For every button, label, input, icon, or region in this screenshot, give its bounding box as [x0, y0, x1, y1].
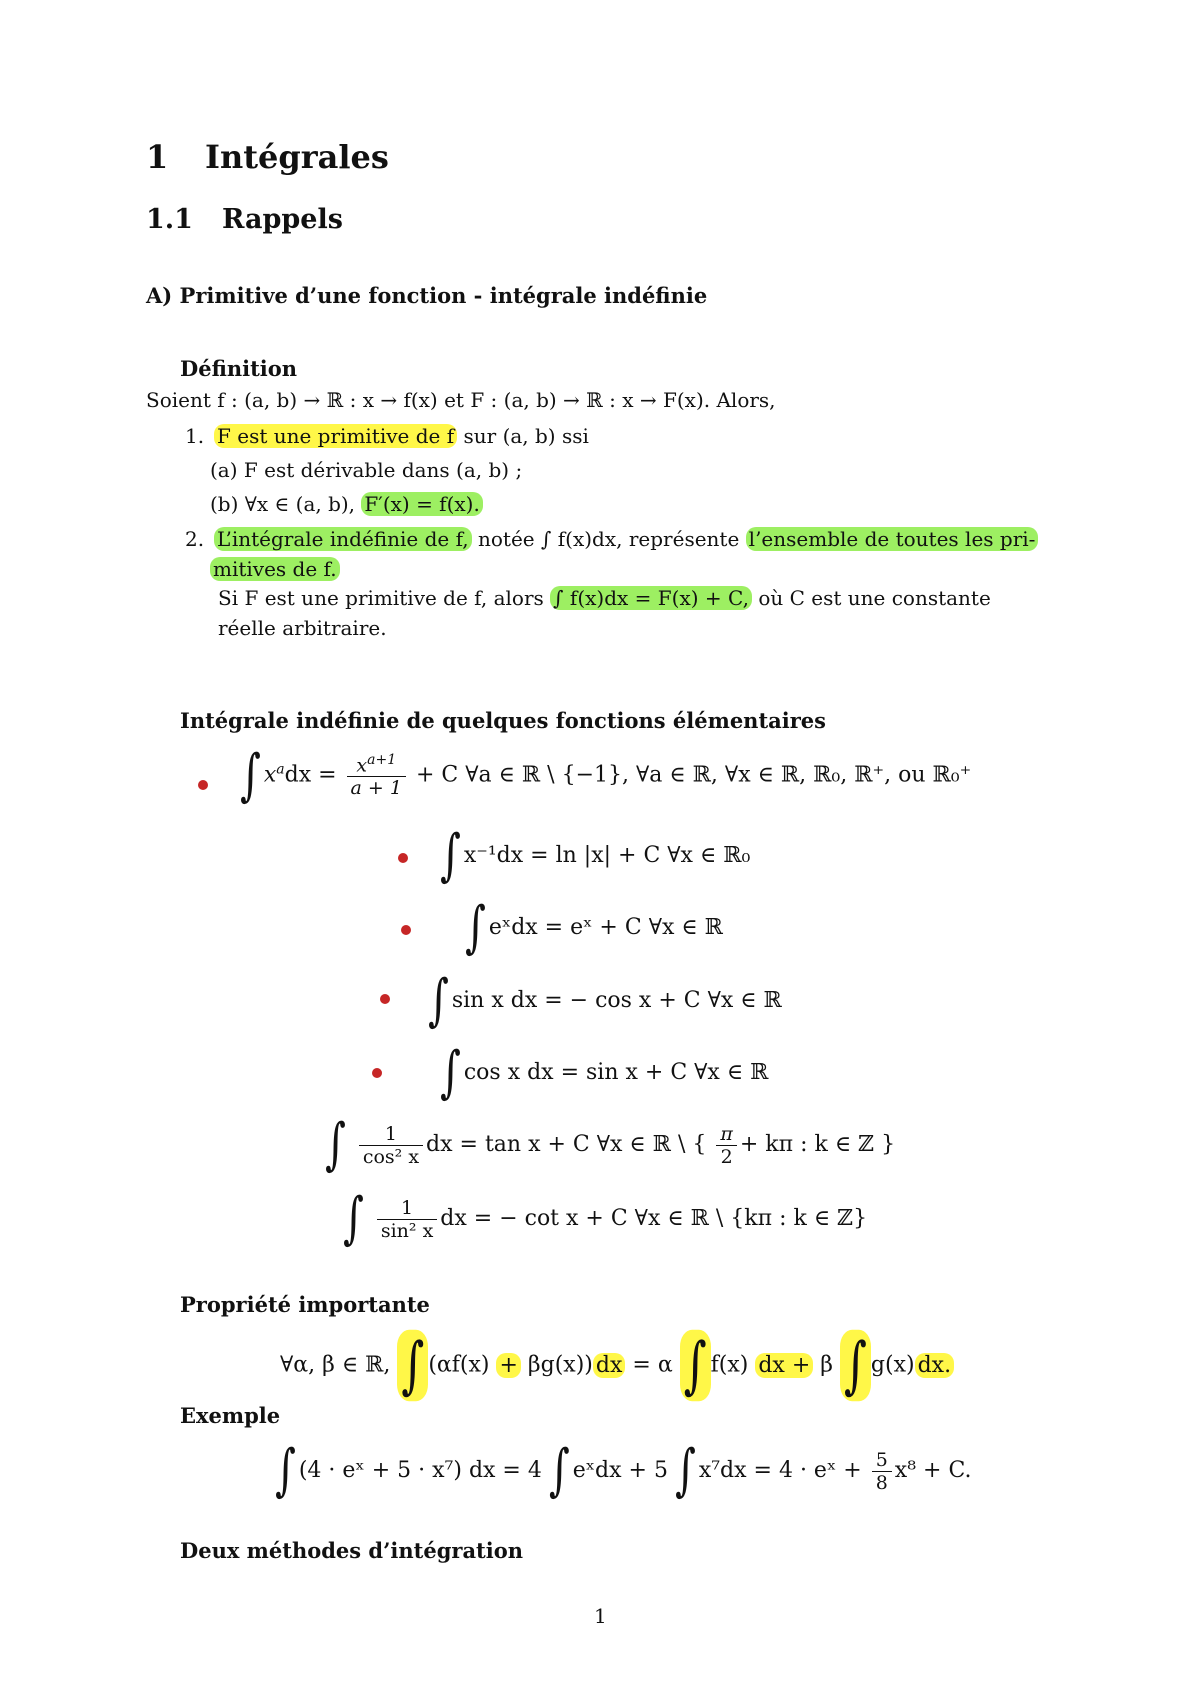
property-term: = α [632, 1352, 673, 1378]
item2-highlight-3: mitives de f. [210, 557, 340, 581]
example-fraction [872, 1449, 892, 1494]
item2-highlight-1: L’intégrale indéfinie de f, [214, 527, 472, 551]
property-prefix: ∀α, β ∈ ℝ, [280, 1352, 391, 1378]
formula-exp-text: eˣdx = eˣ + C ∀x ∈ ℝ [488, 915, 723, 940]
item1-text [214, 424, 589, 448]
item2-number: 2. [185, 527, 205, 551]
example-part: (4 · eˣ + 5 · x⁷) dx = 4 [298, 1458, 542, 1483]
property-highlight: dx [593, 1353, 626, 1378]
formula-power-base: x [263, 762, 277, 788]
fraction-numerator: 5 [872, 1449, 892, 1472]
formula-cot [343, 1186, 868, 1252]
example-part: x⁷dx = 4 · eˣ + [698, 1458, 862, 1483]
bullet-dot [372, 1068, 382, 1078]
property-term: (αf(x) [428, 1352, 490, 1378]
item1b-prefix: (b) ∀x ∈ (a, b), [210, 492, 356, 516]
integral-sign: ∫ [428, 968, 449, 1034]
subsection-title: Rappels [222, 204, 343, 235]
integral-sign: ∫ [840, 1330, 871, 1401]
integral-sign: ∫ [240, 743, 261, 808]
item2-middle: notée ∫ f(x)dx, représente [478, 527, 740, 551]
integral-sign: ∫ [397, 1330, 428, 1401]
bullet-dot [401, 925, 411, 935]
property-highlight: + [496, 1353, 520, 1378]
formula-sin [428, 968, 782, 1034]
formula-tan [325, 1112, 896, 1178]
formula-tan-pi-fraction [716, 1123, 737, 1168]
property-highlight: dx + [755, 1353, 813, 1378]
formula-power-fraction [347, 752, 406, 799]
elementary-heading: Intégrale indéfinie de quelques fonctions élémentaires [180, 708, 826, 733]
property-term: f(x) [710, 1352, 749, 1378]
example-heading: Exemple [180, 1403, 281, 1428]
integral-sign: ∫ [674, 1438, 696, 1504]
bullet-dot [398, 853, 408, 863]
property-heading: Propriété importante [180, 1292, 430, 1317]
integral-sign: ∫ [680, 1330, 711, 1401]
example-part: x⁸ + C. [894, 1458, 972, 1483]
bullet-dot [198, 780, 208, 790]
property-highlight: dx. [915, 1353, 954, 1378]
integral-sign: ∫ [440, 1040, 461, 1106]
formula-power-dx: dx = [284, 762, 337, 788]
item2-line3 [218, 586, 991, 610]
fraction-numerator: x [356, 754, 368, 777]
formula-sin-text: sin x dx = − cos x + C ∀x ∈ ℝ [451, 988, 782, 1013]
fraction-numerator: π [716, 1123, 737, 1146]
formula-cot-rest: dx = − cot x + C ∀x ∈ ℝ \ {kπ : k ∈ ℤ} [440, 1206, 868, 1231]
fraction-numerator: 1 [377, 1197, 437, 1220]
item1a: (a) F est dérivable dans (a, b) ; [210, 458, 523, 482]
fraction-denominator: 2 [720, 1145, 733, 1168]
property-term: g(x) [870, 1352, 915, 1378]
property-term: β [820, 1352, 833, 1378]
fraction-denominator: cos² x [362, 1145, 420, 1168]
formula-power-rest: + C ∀a ∈ ℝ \ {−1}, ∀a ∈ ℝ, ∀x ∈ ℝ, ℝ₀, ℝ⁺, ou ℝ₀⁺ [415, 762, 972, 788]
formula-tan-rest: dx = tan x + C ∀x ∈ ℝ \ { [426, 1132, 707, 1157]
item2-line3-highlight: ∫ f(x)dx = F(x) + C, [550, 586, 752, 610]
property-term: βg(x)) [527, 1352, 593, 1378]
formula-reciprocal-text: x⁻¹dx = ln |x| + C ∀x ∈ ℝ₀ [463, 843, 751, 868]
integral-sign: ∫ [440, 823, 461, 889]
integral-sign: ∫ [465, 895, 486, 961]
fraction-denominator: a + 1 [350, 777, 402, 800]
fraction-denominator: sin² x [380, 1219, 434, 1242]
subsection-number: 1.1 [146, 204, 193, 235]
formula-cos-text: cos x dx = sin x + C ∀x ∈ ℝ [463, 1060, 769, 1085]
definition-heading: Définition [180, 356, 298, 381]
item1b [210, 492, 483, 516]
formula-exp [465, 895, 723, 961]
formula-reciprocal [440, 823, 751, 889]
item1-rest: sur (a, b) ssi [463, 424, 589, 448]
definition-intro: Soient f : (a, b) → ℝ : x → f(x) et F : (a, b) → ℝ : x → F(x). Alors, [146, 388, 776, 412]
methods-heading: Deux méthodes d’intégration [180, 1538, 524, 1563]
bullet-dot [380, 994, 390, 1004]
fraction-numerator: 1 [359, 1123, 423, 1146]
page-number: 1 [594, 1604, 607, 1628]
item2-line3-suffix: où C est une constante [758, 586, 991, 610]
item2-highlight-2: l’ensemble de toutes les pri- [746, 527, 1039, 551]
item2-line1 [214, 527, 1038, 551]
example-formula [275, 1438, 972, 1504]
item2-line4: réelle arbitraire. [218, 616, 387, 640]
formula-power-exp: a [276, 761, 285, 778]
section-title: Intégrales [205, 138, 389, 176]
integral-sign: ∫ [325, 1112, 346, 1178]
formula-power [240, 743, 972, 808]
fraction-numerator-exp: a+1 [367, 752, 397, 768]
item2-line3-prefix: Si F est une primitive de f, alors [218, 586, 544, 610]
item1-highlight: F est une primitive de f [214, 424, 457, 448]
example-part: eˣdx + 5 [572, 1458, 668, 1483]
fraction-denominator: 8 [875, 1471, 888, 1494]
item1b-highlight: F′(x) = f(x). [361, 492, 482, 516]
integral-sign: ∫ [548, 1438, 570, 1504]
section-number: 1 [146, 138, 169, 176]
item1-number: 1. [185, 424, 205, 448]
formula-cot-fraction [377, 1197, 437, 1242]
item2-line2 [210, 557, 340, 581]
formula-tan-end: + kπ : k ∈ ℤ } [739, 1132, 896, 1157]
integral-sign: ∫ [343, 1186, 364, 1252]
part-a-heading: A) Primitive d’une fonction - intégrale indéfinie [146, 283, 708, 308]
formula-tan-fraction [359, 1123, 423, 1168]
formula-cos [440, 1040, 769, 1106]
integral-sign: ∫ [275, 1438, 296, 1504]
property-formula [280, 1329, 954, 1402]
